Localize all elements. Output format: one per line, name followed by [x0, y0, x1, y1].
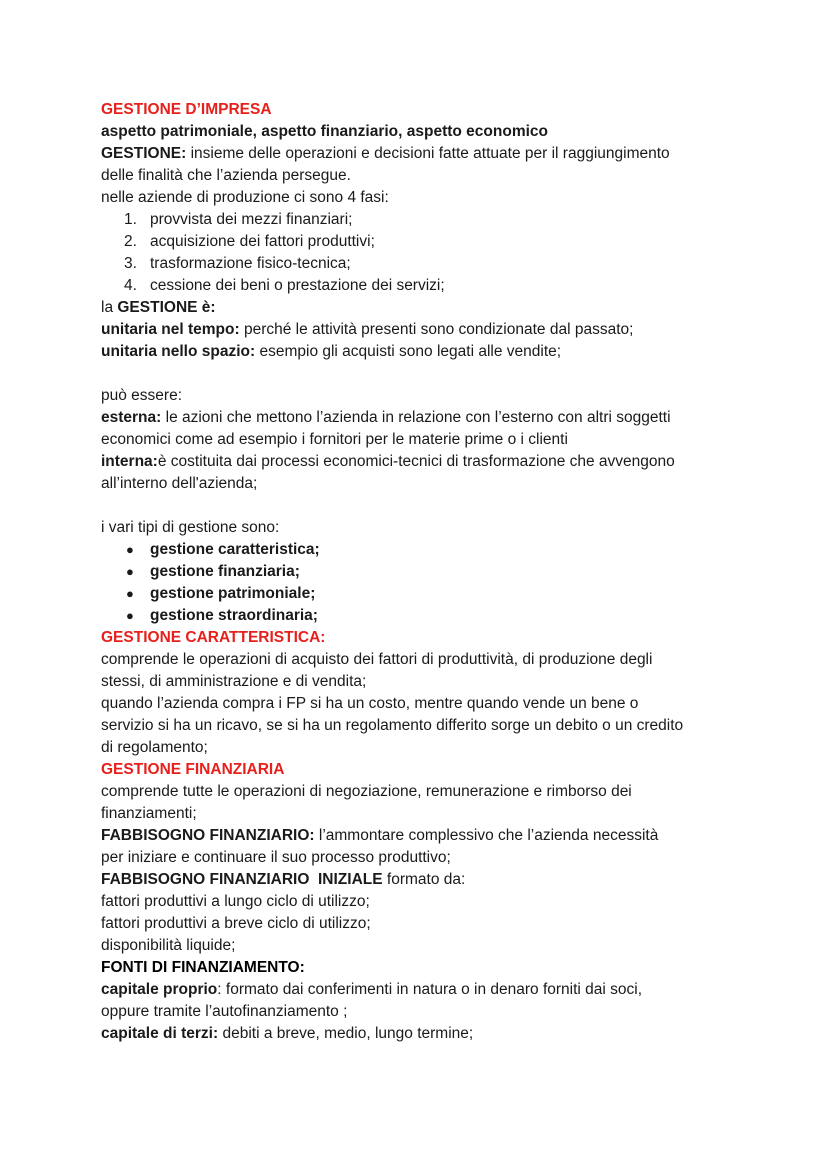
paragraph-line: disponibilità liquide;	[101, 937, 236, 954]
prefix: la	[101, 299, 118, 316]
definition-text: perché le attività presenti sono condizionate dal passato;	[239, 321, 634, 338]
fasi-list	[101, 209, 761, 297]
interna-definition	[101, 451, 761, 473]
definition-text-cont: per iniziare e continuare il suo processo produttivo;	[101, 849, 451, 866]
list-item-text: acquisizione dei fattori produttivi;	[150, 233, 375, 250]
capitale-proprio	[101, 979, 761, 1001]
definition-text: esempio gli acquisti sono legati alle vendite;	[255, 343, 562, 360]
list-number: 3.	[124, 255, 137, 272]
definition-text: l’ammontare complessivo che l’azienda necessità	[314, 827, 659, 844]
term: GESTIONE:	[101, 145, 187, 162]
term: capitale di terzi:	[101, 1025, 219, 1042]
list-item-text: cessione dei beni o prestazione dei servizi;	[150, 277, 445, 294]
spacer	[101, 495, 761, 517]
definition-text: insieme delle operazioni e decisioni fatte attuate per il raggiungimento	[186, 145, 670, 162]
list-item-text: gestione patrimoniale;	[150, 585, 316, 602]
term: unitaria nel tempo:	[101, 321, 240, 338]
definition-text: le azioni che mettono l’azienda in relazione con l’esterno con altri soggetti	[161, 409, 671, 426]
list-item-text: gestione finanziaria;	[150, 563, 300, 580]
term: interna:	[101, 453, 158, 470]
list-number: 1.	[124, 211, 137, 228]
term: FABBISOGNO FINANZIARIO INIZIALE	[101, 871, 383, 888]
definition-text-cont: all’interno dell'azienda;	[101, 475, 258, 492]
section-heading-caratteristica: GESTIONE CARATTERISTICA:	[101, 629, 326, 646]
puo-essere: può essere:	[101, 387, 182, 404]
list-item	[101, 231, 761, 253]
definition-text-cont: oppure tramite l’autofinanziamento ;	[101, 1003, 348, 1020]
unitaria-spazio	[101, 341, 761, 363]
term: unitaria nello spazio:	[101, 343, 256, 360]
document-title: GESTIONE D’IMPRESA	[101, 101, 272, 118]
list-item	[101, 583, 761, 605]
list-item	[101, 209, 761, 231]
term: esterna:	[101, 409, 162, 426]
definition-text: è costituita dai processi economici-tecnici di trasformazione che avvengono	[157, 453, 675, 470]
definition-text: formato da:	[382, 871, 466, 888]
capitale-terzi	[101, 1023, 761, 1045]
section-heading-fonti: FONTI DI FINANZIAMENTO:	[101, 959, 305, 976]
paragraph-line: comprende tutte le operazioni di negoziazione, remunerazione e rimborso dei	[101, 783, 632, 800]
unitaria-tempo	[101, 319, 761, 341]
list-item	[101, 539, 761, 561]
definition-text: debiti a breve, medio, lungo termine;	[218, 1025, 474, 1042]
list-item-text: provvista dei mezzi finanziari;	[150, 211, 353, 228]
bullet-icon: ●	[126, 564, 134, 579]
bullet-icon: ●	[126, 586, 134, 601]
definition-text-cont: delle finalità che l’azienda persegue.	[101, 167, 351, 184]
paragraph-line: finanziamenti;	[101, 805, 197, 822]
bullet-icon: ●	[126, 542, 134, 557]
term: capitale proprio	[101, 981, 218, 998]
list-number: 2.	[124, 233, 137, 250]
paragraph-line: di regolamento;	[101, 739, 208, 756]
document-page	[101, 99, 761, 1045]
document-subtitle: aspetto patrimoniale, aspetto finanziario, aspetto economico	[101, 123, 548, 140]
list-item	[101, 605, 761, 627]
paragraph-line: stessi, di amministrazione e di vendita;	[101, 673, 367, 690]
fabbisogno-definition	[101, 825, 761, 847]
tipi-intro: i vari tipi di gestione sono:	[101, 519, 280, 536]
gestione-definition	[101, 143, 761, 165]
la-gestione-line	[101, 297, 761, 319]
term: GESTIONE è:	[117, 299, 216, 316]
list-item	[101, 561, 761, 583]
paragraph-line: fattori produttivi a breve ciclo di utilizzo;	[101, 915, 371, 932]
list-item-text: trasformazione fisico-tecnica;	[150, 255, 351, 272]
fabbisogno-iniziale	[101, 869, 761, 891]
definition-text-cont: economici come ad esempio i fornitori per le materie prime o i clienti	[101, 431, 568, 448]
paragraph-line: servizio si ha un ricavo, se si ha un regolamento differito sorge un debito o un credito	[101, 717, 684, 734]
bullet-icon: ●	[126, 608, 134, 623]
list-item-text: gestione straordinaria;	[150, 607, 318, 624]
fasi-intro: nelle aziende di produzione ci sono 4 fasi:	[101, 189, 389, 206]
list-item-text: gestione caratteristica;	[150, 541, 320, 558]
spacer	[101, 363, 761, 385]
tipi-list	[101, 539, 761, 627]
list-item	[101, 275, 761, 297]
term: FABBISOGNO FINANZIARIO:	[101, 827, 315, 844]
paragraph-line: comprende le operazioni di acquisto dei fattori di produttività, di produzione degli	[101, 651, 653, 668]
definition-text: : formato dai conferimenti in natura o in denaro forniti dai soci,	[217, 981, 643, 998]
list-item	[101, 253, 761, 275]
section-heading-finanziaria: GESTIONE FINANZIARIA	[101, 761, 285, 778]
list-number: 4.	[124, 277, 137, 294]
esterna-definition	[101, 407, 761, 429]
paragraph-line: quando l’azienda compra i FP si ha un costo, mentre quando vende un bene o	[101, 695, 639, 712]
paragraph-line: fattori produttivi a lungo ciclo di utilizzo;	[101, 893, 370, 910]
